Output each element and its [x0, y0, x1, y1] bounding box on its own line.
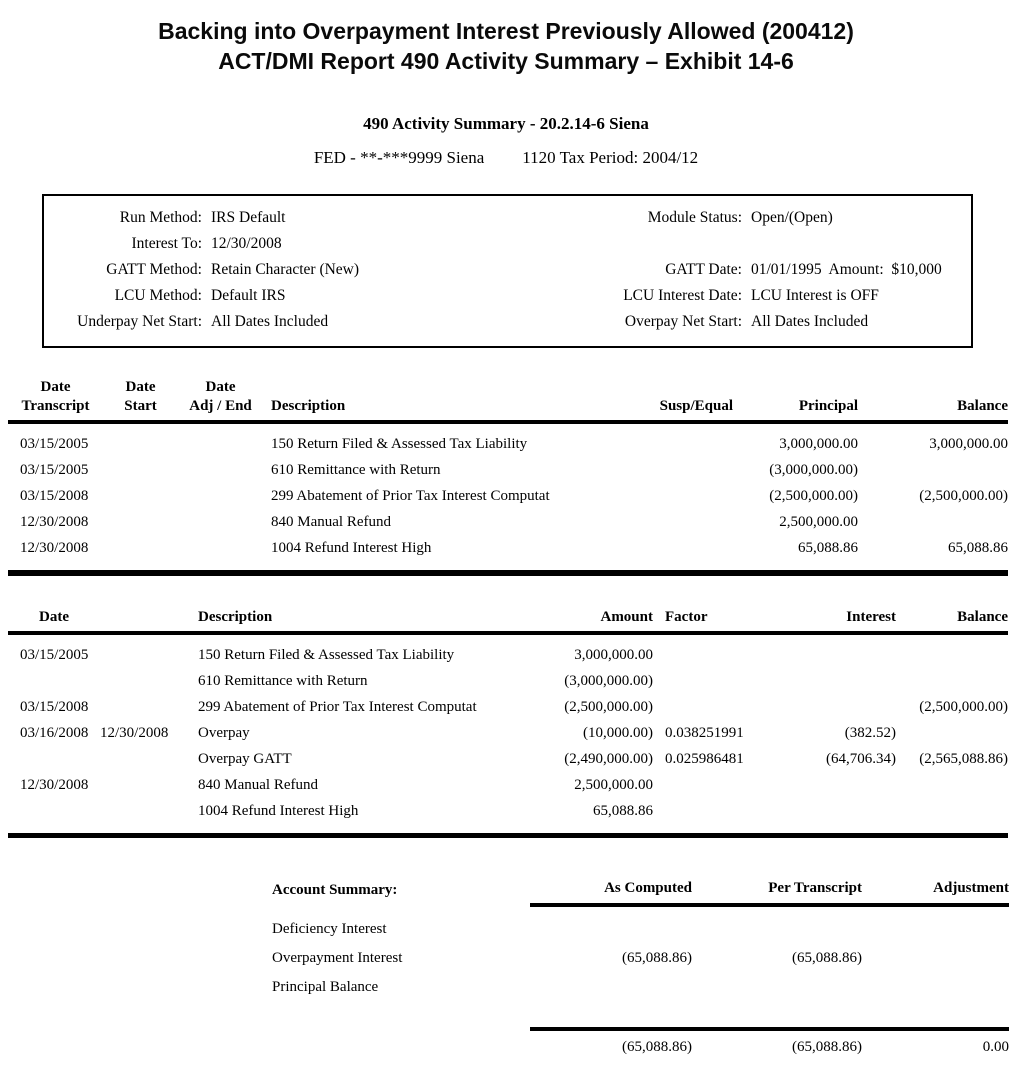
setting-interest-to: [50, 231, 520, 257]
setting-lcu-interest-date: [520, 283, 965, 309]
transcript-row: [8, 509, 1008, 535]
transcript-row: [8, 422, 1008, 457]
setting-label: GATT Method:: [106, 261, 202, 278]
cell: 65,088.86: [798, 540, 858, 556]
cell: 65,088.86: [593, 803, 653, 819]
cell: 03/15/2008: [20, 488, 89, 504]
cell: [103, 509, 178, 535]
cell: (2,490,000.00): [564, 751, 653, 767]
settings-right-column: [520, 205, 965, 335]
cell: (382.52): [844, 725, 896, 741]
col-header-date-transcript: Date Transcript: [8, 378, 103, 422]
transcript-row: [8, 535, 1008, 573]
cell: [778, 668, 896, 694]
setting-gatt-date: [520, 257, 965, 283]
computation-row: [8, 694, 1008, 720]
account-summary-table: [272, 878, 1009, 1065]
cell: [530, 973, 692, 1002]
cell: [778, 798, 896, 836]
cell: 12/30/2008: [100, 725, 169, 741]
cell: 0.038251991: [665, 725, 744, 741]
setting-label: [520, 231, 742, 257]
transcript-table-header: [8, 378, 1008, 422]
setting-lcu-method: [50, 283, 520, 309]
cell: [103, 483, 178, 509]
cell: [778, 694, 896, 720]
setting-value: Open/(Open): [751, 209, 833, 226]
cell: [100, 746, 190, 772]
cell: 299 Abatement of Prior Tax Interest Computat: [198, 699, 477, 715]
setting-gatt-method: [50, 257, 520, 283]
setting-label: Overpay Net Start:: [624, 313, 742, 330]
entity-line: [0, 148, 1012, 168]
cell: 0.025986481: [665, 751, 744, 767]
setting-value: IRS Default: [211, 209, 286, 226]
col-header-interest: Interest: [778, 608, 896, 633]
cell: (3,000,000.00): [564, 673, 653, 689]
setting-overpay-net-start: [520, 309, 965, 335]
transcript-row: [8, 483, 1008, 509]
cell: (65,088.86): [622, 950, 692, 966]
col-header-balance: Balance: [858, 378, 1008, 422]
document-title: [0, 0, 1012, 76]
cell: 2,500,000.00: [574, 777, 653, 793]
cell: 3,000,000.00: [779, 436, 858, 452]
account-summary-row: [272, 944, 1009, 973]
cell: (65,088.86): [792, 950, 862, 966]
cell: [178, 422, 263, 457]
setting-label: Interest To:: [131, 235, 202, 252]
cell: [178, 509, 263, 535]
setting-value: LCU Interest is OFF: [751, 287, 879, 304]
cell: Overpay: [198, 725, 250, 741]
cell: [896, 720, 1008, 746]
setting-value: All Dates Included: [211, 313, 329, 330]
cell: 299 Abatement of Prior Tax Interest Computat: [271, 488, 550, 504]
cell: [272, 1029, 530, 1063]
entity-tin: FED - **-***9999 Siena: [313, 148, 485, 167]
setting-value: Default IRS: [211, 287, 286, 304]
cell: [896, 798, 1008, 836]
cell: [103, 535, 178, 573]
cell: (2,500,000.00): [919, 488, 1008, 504]
cell: [862, 944, 1009, 973]
cell: [178, 535, 263, 573]
col-header-amount: Amount: [545, 608, 653, 633]
cell: 840 Manual Refund: [198, 777, 318, 793]
cell: (2,500,000.00): [564, 699, 653, 715]
setting-label: Underpay Net Start:: [77, 313, 202, 330]
cell: [178, 457, 263, 483]
cell: [100, 668, 190, 694]
cell: [862, 905, 1009, 944]
cell: (2,500,000.00): [769, 488, 858, 504]
cell: [8, 668, 100, 694]
cell: 12/30/2008: [20, 540, 89, 556]
entity-tax-period: 1120 Tax Period: 2004/12: [522, 148, 699, 167]
cell: [778, 772, 896, 798]
cell: Overpay GATT: [198, 751, 292, 767]
cell: [178, 483, 263, 509]
cell: 1004 Refund Interest High: [271, 540, 432, 556]
cell: Deficiency Interest: [272, 921, 387, 937]
cell: [653, 798, 778, 836]
account-summary-label: Account Summary:: [272, 882, 398, 898]
col-header-date-end: [100, 608, 190, 633]
setting-label: Run Method:: [119, 209, 202, 226]
cell: 03/15/2008: [20, 699, 89, 715]
cell: [103, 457, 178, 483]
cell: [862, 973, 1009, 1002]
cell: 65,088.86: [948, 540, 1008, 556]
cell: 12/30/2008: [20, 777, 89, 793]
transcript-table-body: [8, 422, 1008, 573]
cell: Overpayment Interest: [272, 950, 403, 966]
cell: 610 Remittance with Return: [198, 673, 368, 689]
cell: [653, 633, 778, 668]
total-as-computed: (65,088.86): [530, 1029, 692, 1063]
setting-value: Retain Character (New): [211, 261, 360, 278]
cell: 03/15/2005: [20, 462, 89, 478]
document-title-line2: ACT/DMI Report 490 Activity Summary – Exhibit 14-6: [218, 48, 794, 74]
computation-row: [8, 720, 1008, 746]
cell: [858, 457, 1008, 483]
cell: [692, 973, 862, 1002]
cell: 3,000,000.00: [574, 647, 653, 663]
col-header-principal: Principal: [733, 378, 858, 422]
col-header-description: Description: [263, 378, 618, 422]
cell: (2,500,000.00): [919, 699, 1008, 715]
computation-row: [8, 633, 1008, 668]
col-header-adjustment: Adjustment: [862, 878, 1009, 905]
computation-row: [8, 772, 1008, 798]
cell: [618, 535, 733, 573]
computation-row: [8, 668, 1008, 694]
col-header-description: Description: [190, 608, 545, 633]
setting-value: 01/01/1995 Amount: $10,000: [751, 261, 942, 278]
col-header-susp-equal: Susp/Equal: [618, 378, 733, 422]
computation-row: [8, 746, 1008, 772]
setting-label: GATT Date:: [665, 261, 742, 278]
cell: [618, 509, 733, 535]
cell: [778, 633, 896, 668]
account-summary-header: [272, 878, 1009, 905]
cell: 840 Manual Refund: [271, 514, 391, 530]
col-header-date-start: Date Start: [103, 378, 178, 422]
cell: [8, 746, 100, 772]
cell: Principal Balance: [272, 979, 379, 995]
setting-module-status: [520, 205, 965, 231]
account-summary-total: [272, 1002, 1009, 1065]
cell: 03/16/2008: [20, 725, 89, 741]
cell: [530, 905, 692, 944]
cell: [692, 905, 862, 944]
cell: [858, 509, 1008, 535]
cell: [653, 772, 778, 798]
setting-value: All Dates Included: [751, 313, 869, 330]
report-heading: 490 Activity Summary - 20.2.14-6 Siena: [363, 114, 649, 133]
cell: 03/15/2005: [20, 647, 89, 663]
cell: [896, 772, 1008, 798]
setting-spacer-row: [520, 231, 965, 257]
cell: [896, 668, 1008, 694]
account-summary-row: [272, 973, 1009, 1002]
total-row: [272, 1029, 1009, 1063]
cell: [100, 633, 190, 668]
setting-label: LCU Method:: [114, 287, 202, 304]
computation-row: [8, 798, 1008, 836]
col-header-factor: Factor: [653, 608, 778, 633]
col-header-balance: Balance: [896, 608, 1008, 633]
cell: 150 Return Filed & Assessed Tax Liability: [271, 436, 528, 452]
cell: [8, 798, 100, 836]
computation-table: [8, 608, 1008, 838]
col-header-as-computed: As Computed: [530, 878, 692, 905]
computation-table-header: [8, 608, 1008, 633]
account-summary-body: [272, 905, 1009, 1002]
cell: 1004 Refund Interest High: [198, 803, 359, 819]
cell: (64,706.34): [826, 751, 896, 767]
cell: 12/30/2008: [20, 514, 89, 530]
cell: [618, 483, 733, 509]
cell: (3,000,000.00): [769, 462, 858, 478]
setting-run-method: [50, 205, 520, 231]
cell: 3,000,000.00: [929, 436, 1008, 452]
setting-label: Module Status:: [647, 209, 742, 226]
cell: (2,565,088.86): [919, 751, 1008, 767]
cell: [618, 422, 733, 457]
document-title-line1: Backing into Overpayment Interest Previously Allowed (200412): [158, 18, 854, 44]
spacer-row: [272, 1002, 1009, 1029]
transcript-row: [8, 457, 1008, 483]
transcript-activity-table: [8, 378, 1008, 576]
cell: [653, 668, 778, 694]
cell: [896, 633, 1008, 668]
total-per-transcript: (65,088.86): [692, 1029, 862, 1063]
cell: 150 Return Filed & Assessed Tax Liability: [198, 647, 455, 663]
cell: 03/15/2005: [20, 436, 89, 452]
cell: (10,000.00): [583, 725, 653, 741]
account-summary-row: [272, 905, 1009, 944]
setting-value: 12/30/2008: [211, 235, 282, 252]
settings-left-column: [50, 205, 520, 335]
cell: [618, 457, 733, 483]
cell: [103, 422, 178, 457]
setting-label: LCU Interest Date:: [623, 287, 742, 304]
col-header-per-transcript: Per Transcript: [692, 878, 862, 905]
cell: 2,500,000.00: [779, 514, 858, 530]
total-adjustment: 0.00: [862, 1029, 1009, 1063]
cell: [100, 694, 190, 720]
settings-box: [42, 194, 973, 348]
cell: [100, 772, 190, 798]
cell: [653, 694, 778, 720]
cell: [100, 798, 190, 836]
col-header-date: Date: [8, 608, 100, 633]
col-header-date-adj-end: Date Adj / End: [178, 378, 263, 422]
cell: 610 Remittance with Return: [271, 462, 441, 478]
computation-table-body: [8, 633, 1008, 836]
setting-underpay-net-start: [50, 309, 520, 335]
